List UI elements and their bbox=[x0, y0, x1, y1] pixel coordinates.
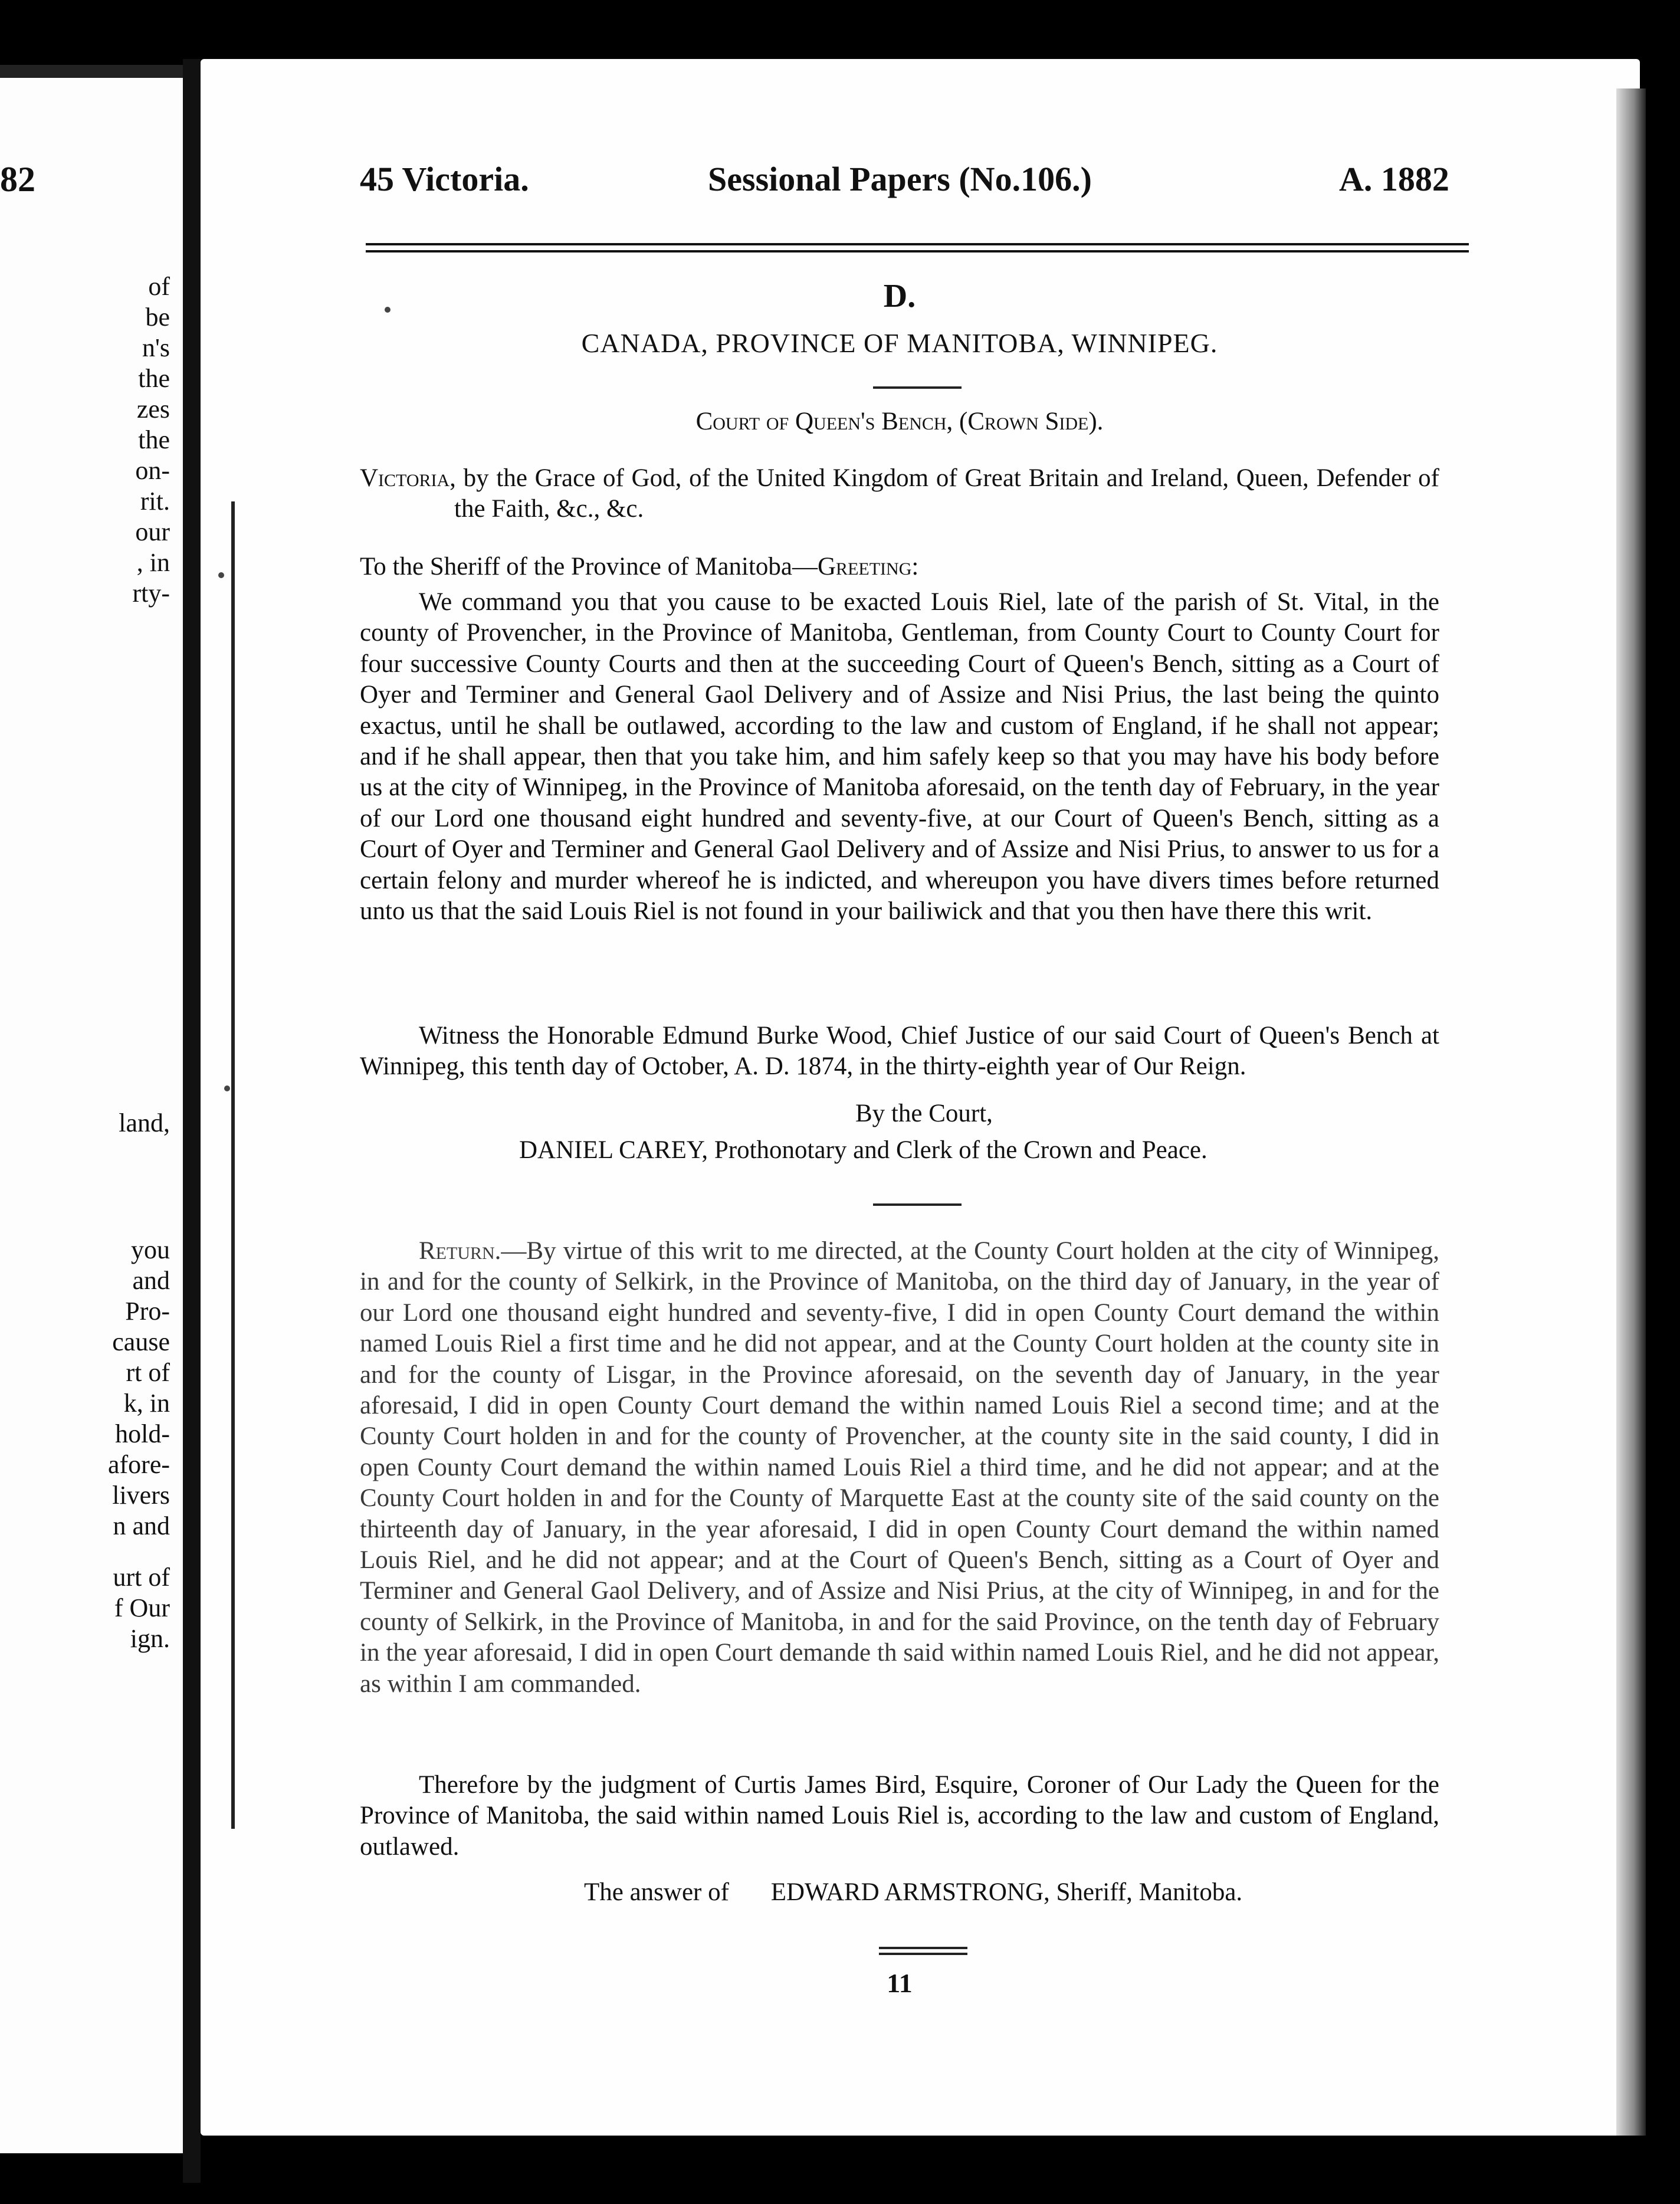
page-edge-shadow bbox=[1616, 88, 1646, 2136]
facing-fragment: afore- bbox=[107, 1450, 170, 1479]
outlawry-judgment: Therefore by the judgment of Curtis James Bird, Esquire, Coroner of Our Lady the Queen for the Province of Manitoba, the said within named Louis Riel is, according to the law and custom of England, outlawed. bbox=[360, 1771, 1439, 1861]
signatory-title: Prothonotary and Clerk of the Crown and Peace. bbox=[714, 1136, 1208, 1164]
footer-rule bbox=[879, 1947, 967, 1949]
jurisdiction-heading: CANADA, PROVINCE OF MANITOBA, WINNIPEG. bbox=[581, 328, 1218, 358]
facing-fragment: rt of bbox=[126, 1358, 170, 1387]
signatory-name: DANIEL CAREY, bbox=[519, 1136, 708, 1164]
header-rule-top bbox=[366, 243, 1469, 245]
royal-style bbox=[360, 463, 1439, 525]
royal-style-text: by the Grace of God, of the United Kingdom of Great Britain and Ireland, Queen, Defender of the Faith, &c., &c. bbox=[454, 464, 1440, 523]
facing-fragment: be bbox=[145, 303, 170, 332]
header-rule-bottom bbox=[366, 250, 1469, 252]
facing-fragment: and bbox=[132, 1266, 170, 1295]
facing-fragment: cause bbox=[112, 1327, 170, 1356]
section-rule bbox=[873, 386, 962, 389]
greeting-text: Greeting: bbox=[818, 553, 919, 580]
facing-fragment: n's bbox=[142, 333, 170, 362]
sheriff-title: Sheriff, Manitoba. bbox=[1056, 1878, 1243, 1906]
facing-page-number: 82 bbox=[0, 160, 35, 199]
return-lead: Return. bbox=[419, 1237, 501, 1265]
facing-fragment: land, bbox=[119, 1108, 170, 1137]
facing-fragment: our bbox=[135, 517, 170, 546]
speck-mark bbox=[218, 572, 224, 578]
facing-fragment: Pro- bbox=[125, 1297, 170, 1326]
address-line bbox=[360, 552, 1439, 582]
signature-line bbox=[519, 1136, 1463, 1165]
facing-fragment: hold- bbox=[115, 1419, 170, 1448]
facing-fragment: rty- bbox=[132, 579, 170, 608]
sheriff-name: EDWARD ARMSTRONG, bbox=[770, 1878, 1050, 1906]
facing-fragment: k, in bbox=[123, 1389, 170, 1418]
facing-fragment: n and bbox=[113, 1511, 170, 1540]
by-the-court: By the Court, bbox=[855, 1100, 993, 1127]
section-rule bbox=[873, 1203, 962, 1206]
facing-fragment: livers bbox=[112, 1481, 170, 1510]
facing-fragment: on- bbox=[135, 456, 170, 485]
answer-lead: The answer of bbox=[584, 1878, 729, 1906]
facing-fragment: the bbox=[138, 364, 170, 393]
facing-fragment: urt of bbox=[113, 1563, 170, 1592]
speck-mark bbox=[224, 1085, 230, 1091]
court-heading: Court of Queen's Bench, (Crown Side). bbox=[695, 408, 1104, 435]
header-title: Sessional Papers (No.106.) bbox=[708, 160, 1092, 198]
facing-fragment: ign. bbox=[130, 1624, 170, 1653]
facing-fragment: f Our bbox=[114, 1593, 170, 1622]
book-gutter bbox=[183, 59, 201, 2183]
page-number: 11 bbox=[887, 1968, 913, 1998]
header-year: A. 1882 bbox=[1339, 160, 1449, 198]
return-text: —By virtue of this writ to me directed, at the County Court holden at the city of Winnipeg, in and for the county of Selkirk, in the Province of Manitoba, on the third day of January, in the year of our Lord one thousand eight hundred and seventy-five, I did in open County Court demand the within named Louis Riel a first time and he did not appear, and at the County Court holden at the county site in and for the county of Lisgar, in the Province aforesaid, on the seventh day of January, in the year aforesaid, I did in open County Court demand the within named Louis Riel a second time; and at the County Court holden in and for the county of Provencher, at the county site in the said county, I did in open County Court demand the within named Louis Riel a third time, and he did not appear; and at the County Court holden in and for the County of Marquette East at the county site of the said county on the thirteenth day of January, in the year aforesaid, I did in open County Court demand the within named Louis Riel, and he did not appear; and at the Court of Queen's Bench, sitting as a Court of Oyer and Terminer and General Gaol Delivery, and of Assize and Nisi Prius, at the city of Winnipeg, in and for the county of Selkirk, in the Province of Manitoba, in and for the said Province, on the tenth day of February in the year aforesaid, I did in open Court demande th said within named Louis Riel, and he did not appear, as within I am commanded. bbox=[360, 1237, 1439, 1698]
footer-rule bbox=[879, 1953, 967, 1955]
document-letter: D. bbox=[883, 278, 916, 314]
writ-witness: Witness the Honorable Edmund Burke Wood, Chief Justice of our said Court of Queen's Bench at Winnipeg, this tenth day of October, A. D. 1874, in the thirty-eighth year of Our Reign. bbox=[360, 1022, 1439, 1081]
margin-line bbox=[231, 501, 235, 1829]
facing-fragment: rit. bbox=[140, 487, 170, 516]
facing-fragment: the bbox=[138, 425, 170, 454]
facing-fragment: of bbox=[148, 272, 170, 301]
facing-fragment: , in bbox=[136, 548, 170, 577]
facing-fragment: zes bbox=[136, 395, 170, 424]
header-session: 45 Victoria. bbox=[360, 160, 529, 198]
answer-line bbox=[584, 1878, 1469, 1907]
facing-page-edge bbox=[0, 65, 183, 78]
facing-fragment: you bbox=[131, 1235, 170, 1264]
royal-name: Victoria, bbox=[360, 464, 456, 492]
writ-command: We command you that you cause to be exacted Louis Riel, late of the parish of St. Vital, in the county of Provencher, in the Province of Manitoba, Gentleman, from County Court to County Court for four successive County Courts and then at the succeeding Court of Queen's Bench, sitting as a Court of Oyer and Terminer and General Gaol Delivery and of Assize and Nisi Prius, the last being the quinto exactus, until he shall be outlawed, according to the law and custom of England, if he shall not appear; and if he shall appear, then that you take him, and him safely keep so that you may have his body before us at the city of Winnipeg, in the Province of Manitoba aforesaid, on the tenth day of February, in the year of our Lord one thousand eight hundred and seventy-five, at our Court of Queen's Bench, sitting as a Court of Oyer and Terminer and General Gaol Delivery and of Assize and Nisi Prius, to answer to us for a certain felony and murder whereof he is indicted, and whereupon you have divers times before returned unto us that the said Louis Riel is not found in your bailiwick and that you then have there this writ. bbox=[360, 588, 1439, 926]
address-text: To the Sheriff of the Province of Manitoba— bbox=[360, 553, 818, 580]
sheriff-return bbox=[360, 1236, 1439, 1700]
